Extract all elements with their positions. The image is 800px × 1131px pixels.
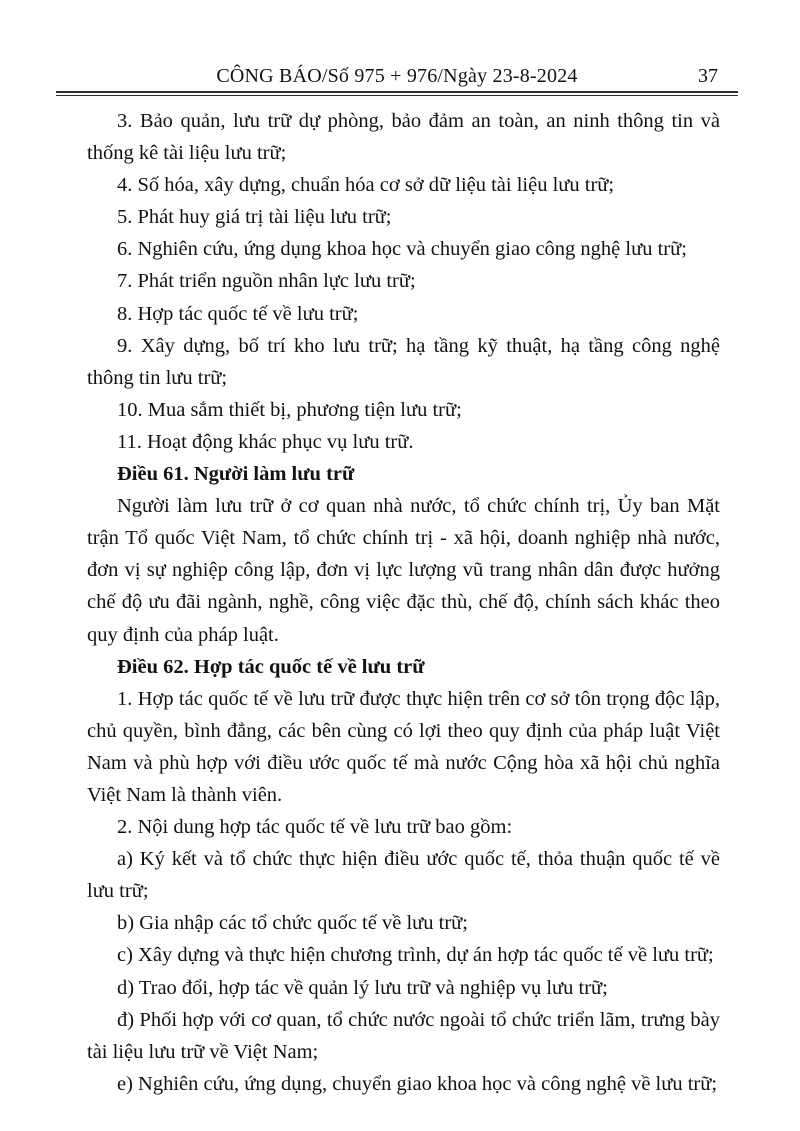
- paragraph: 4. Số hóa, xây dựng, chuẩn hóa cơ sở dữ liệu tài liệu lưu trữ;: [117, 174, 615, 197]
- page-header: [56, 63, 738, 89]
- paragraph: 3. Bảo quản, lưu trữ dự phòng, bảo đảm an toàn, an ninh thông tin và thống kê tài liệu lưu trữ;: [87, 110, 720, 165]
- article-heading: Điều 62. Hợp tác quốc tế về lưu trữ: [117, 655, 425, 678]
- paragraph: 11. Hoạt động khác phục vụ lưu trữ.: [117, 430, 414, 453]
- article-heading: Điều 61. Người làm lưu trữ: [117, 463, 355, 486]
- paragraph: b) Gia nhập các tổ chức quốc tế về lưu trữ;: [117, 912, 468, 935]
- page-number: 37: [698, 65, 718, 87]
- paragraph: a) Ký kết và tổ chức thực hiện điều ước quốc tế, thỏa thuận quốc tế về lưu trữ;: [87, 848, 720, 903]
- paragraph: e) Nghiên cứu, ứng dụng, chuyển giao khoa học và công nghệ về lưu trữ;: [117, 1072, 718, 1095]
- gazette-header-title: CÔNG BÁO/Số 975 + 976/Ngày 23-8-2024: [216, 65, 578, 87]
- paragraph: Người làm lưu trữ ở cơ quan nhà nước, tổ chức chính trị, Ủy ban Mặt trận Tổ quốc Việt Nam, tổ chức chính trị - xã hội, doanh nghiệp nhà nước, đơn vị sự nghiệp công lập, đơn vị lực lượng vũ trang nhân dân được hưởng chế độ ưu đãi ngành, nghề, công việc đặc thù, chế độ, chính sách khác theo quy định của pháp luật.: [87, 495, 720, 646]
- paragraph: 7. Phát triển nguồn nhân lực lưu trữ;: [117, 270, 416, 293]
- paragraph: 5. Phát huy giá trị tài liệu lưu trữ;: [117, 206, 392, 229]
- paragraph: 10. Mua sắm thiết bị, phương tiện lưu trữ;: [117, 398, 462, 421]
- paragraph: d) Trao đổi, hợp tác về quản lý lưu trữ và nghiệp vụ lưu trữ;: [117, 976, 608, 999]
- document-body: [87, 105, 720, 1100]
- paragraph: 6. Nghiên cứu, ứng dụng khoa học và chuyển giao công nghệ lưu trữ;: [117, 238, 687, 261]
- header-double-rule: [56, 91, 738, 96]
- paragraph: 9. Xây dựng, bố trí kho lưu trữ; hạ tầng kỹ thuật, hạ tầng công nghệ thông tin lưu trữ;: [87, 334, 720, 389]
- paragraph: c) Xây dựng và thực hiện chương trình, dự án hợp tác quốc tế về lưu trữ;: [117, 944, 714, 967]
- paragraph: đ) Phối hợp với cơ quan, tổ chức nước ngoài tổ chức triển lãm, trưng bày tài liệu lưu trữ về Việt Nam;: [87, 1008, 720, 1063]
- paragraph: 8. Hợp tác quốc tế về lưu trữ;: [117, 302, 359, 325]
- paragraph: 2. Nội dung hợp tác quốc tế về lưu trữ bao gồm:: [117, 816, 513, 839]
- paragraph: 1. Hợp tác quốc tế về lưu trữ được thực hiện trên cơ sở tôn trọng độc lập, chủ quyền, bình đẳng, các bên cùng có lợi theo quy định của pháp luật Việt Nam và phù hợp với điều ước quốc tế mà nước Cộng hòa xã hội chủ nghĩa Việt Nam là thành viên.: [87, 687, 720, 806]
